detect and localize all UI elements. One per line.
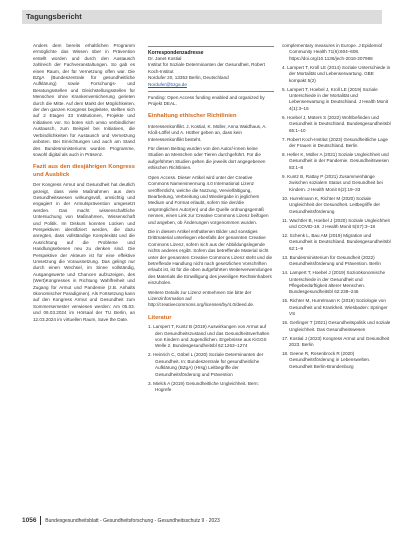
page-footer [22,516,220,525]
rubric-banner: Tagungsbericht [22,10,382,24]
page-number: 1056 [22,517,37,524]
paragraph: Anders dem bereits erhaltlichen Programm ermöglichte das Wissen über in Prävention erstellt worden und durch den Austausch zahlreich der Fachveranstaltungen. So gab es einen Raum, der für Vernetzung offen war. Die BZgA (Bundeszentrale für gesundheitliche Aufklärung) sowie Forschungs- und Beratungsstellen und Gleichstellungsstellen für Menschen ohne Krankenversicherung gerieten durch die Mitte. Auf dem Markt der Möglichkeiten, der den ganzen Kongress begleitete, stellten sich auf 2 Etagen 33 Institutionen, Projekte und Initiativen vor. So boten sich umso verbindlicher Austausch, zum Beispiel bei Initiativen, die Verbindlichkeiten für Austausch und Vernetzung anboten. Bei Einrichtungen und auch am Stand des Bundesministeriums wurden Programme, sowohl digital als auch in Präsenz. [33,43,135,157]
journal-name: Bundesgesundheitsblatt - Gesundheitsforschung - Gesundheitsschutz 9 · 2023 [45,517,220,524]
reference-item: 17. Kostial J (2023) Kongress Armut und Gesundheit 2023. Berlin [282,335,390,347]
ethics-paragraph: Für diesen Beitrag wurden von den Autor/-innen keine Studien an Menschen oder Tieren durchgeführt. Für die aufgeführten Studien gelten die jeweils dort angegebenen ethischen Richtlinien. [148,146,266,171]
funding-note: Funding: Open Access funding enabled and organized by Projekt DEAL. [148,94,265,107]
reference-item: 5. Lampert T, Hoebel J, Kroll LE (2019) Soziale Unterschiede in der Mortalität und Lebenserwartung in Deutschland. J Health Monit 4(1):3–15 [282,86,389,111]
contact-line: Dr. Janet Kostial [148,56,182,61]
ethics-paragraph: Interessenkonflikt. J. Kostial, K. Müller, Anna Waldhaus, A. Kloß-Löffel und A. Hüther geben an, dass kein Interessenkonflikt besteht. [148,123,267,142]
reference-item: 8. Heller K, Müller A (2021) Soziale Ungleichheit und Gesundheit in der Pandemie. Gesundheitswesen 83:1–8 [282,152,389,170]
column-2 [148,43,274,396]
reference-item: 12. Schenk L, Bau AM (2019) Migration und Gesundheit in Deutschland. Bundesgesundheitsbl 62:1–9 [282,232,391,251]
reference-item: 11. Wachtler B, Hoebel J (2020) Soziale Ungleichheit und COVID-19. J Health Monit 5(S7):3–18 [282,217,390,229]
reference-item: complementary measures in Europe. J Epidemiol Community Health 71(6):604–608. https://doi.org/10.1136/jech-2016-207988 [282,43,383,61]
column-3 [282,43,392,373]
ethics-paragraph: Open Access. Dieser Artikel wird unter der Creative Commons Namensnennung 4.0 International Lizenz veröffentlicht, welche die Nutzung, Vervielfältigung, Bearbeitung, Verbreitung und Wiedergabe in jeglichem Medium und Format erlaubt, sofern Sie den/die ursprünglichen Autor(en) und die Quelle ordnungsgemäß nennen, einen Link zur Creative Commons Lizenz beifügen und angeben, ob Änderungen vorgenommen wurden. [148,174,269,225]
divider [148,46,274,47]
contact-line: Nordufer 20, 13353 Berlin, Deutschland [148,75,229,81]
ethics-heading: Einhaltung ethischer Richtlinien [148,113,237,120]
reference-item: 2. Heinrich C, Göbel L (2020) Soziale Determinanten der Gesundheit. In: Bundeszentrale für gesundheitliche Aufklärung (BZgA) (Hrsg) Leitbegriffe der Gesundheitsförderung und Prävention [148,352,264,377]
contact-line: Institut für Soziale Determinanten der Gesundheit, Robert Koch-Institut [148,62,265,74]
contact-email-link[interactable]: Nordufer@bzga.de [148,81,187,87]
reference-item: 14. Lampert T, Hoebel J (2019) Sozioökonomische Unterschiede in der Gesundheit und Pflegebedürftigkeit älterer Menschen. Bundesgesundheitsbl 62:238–246 [282,270,386,295]
reference-item: 7. Robert Koch-Institut (2023) Gesundheitliche Lage der Frauen in Deutschland. Berlin [282,136,388,149]
reference-item: 16. Gerlinger T (2021) Gesundheitspolitik und soziale Ungleichheit. Das Gesundheitswesen [282,320,391,332]
reference-item: 1. Lampert T, Kuntz B (2019) Auswirkungen von Armut auf den Gesundheitszustand und das Gesundheitsverhalten von Kindern und Jugendlichen. Ergebnisse aus KiGGS Welle 2. Bundesgesundheitsbl 62:1263–1274 [148,324,270,349]
section-heading: Fazit aus den diesjährigen Kongress und Ausblick [33,164,135,178]
ethics-paragraph: Die in diesem Artikel enthaltenen Bilder und sonstiges Drittmaterial unterliegen ebenfalls der genannten Creative Commons Lizenz, sofern sich aus der Abbildungslegende nichts anderes ergibt. Sofern das betreffende Material nicht unter der genannten Creative Commons Lizenz steht und die betreffende Handlung nicht nach gesetzlichen Vorschriften erlaubt ist, ist für die oben aufgeführten Weiterverwendungen des Materials die Einwilligung des jeweiligen Rechteinhabers einzuholen. [148,228,273,286]
reference-item: 6. Hoebel J, Müters S (2022) Wohlbefinden und Gesundheit in Deutschland. Bundesgesundheitsbl 65:1–10 [282,114,391,133]
footer-divider [40,516,41,525]
reference-item: 18. Geene R, Rosenbrock R (2020) Gesundheitsförderung in Lebenswelten. Gesundheit Berlin-Brandenburg [282,350,371,369]
ethics-paragraph: Weitere Details zur Lizenz entnehmen Sie bitte der Lizenzinformation auf http://creativecommons.org/licenses/by/4.0/deed.de. [148,289,255,308]
paragraph: Der Kongress Armut und Gesundheit hat deutlich gezeigt, dass viele Maßnahmen aus dem Gesundheitswesen wirkungsvoll, umsichtig und engagiert in der Armutsprävention umgesetzt werden. Das macht wissenschaftliche Untersuchung von Maßnahmen, Wissenschaft und Politik. Im Diskurs konnten Lücken und Perspektiven identifiziert werden, die dazu anregten, dass vollständige Komplexität und die Ausrichtung auf die Probleme und Handlungsebenen neu zu denken sind. Die Perspektive der Akteure ist für eine effektive Umsetzung die Voraussetzung. Das gelingt nur durch einen Wechsel, im Sinne vollständig, Ausgangswerte und Chancen aufzuzeigen, des (Wert)Kongresses in Richtung Wahlfreiheit und Zugang für Armut und Pandemie (z.B. Anhalts ökonomischer Paradigmen). Als Fortsetzung kann auf den Kongress Armut und Gesundheit zum Sommersemester verwiesen werden: Am 05.03. und 06.03.2024 im Hörsaal der TU Berlin, an 12.03.2024 im virtuellen Raum, Save the Date. [33,182,135,322]
reference-item: 4. Lampert T, Kroll LE (2014) Soziale Unterschiede in der Mortalität und Lebenserwartung. GBE kompakt 5(2) [282,64,391,83]
divider [148,91,274,92]
reference-item: 15. Richter M, Hurrelmann K (2019) Soziologie von Gesundheit und Krankheit. Wiesbaden: Springer VS [282,298,388,317]
contact-heading: Korrespondenzadresse [148,49,204,56]
reference-item: 13. Bundesministerium für Gesundheit (2022) Gesundheitsförderung und Prävention. Berlin [282,254,381,267]
reference-item: 10. Hurrelmann K, Richter M (2020) Soziale Ungleichheit der Gesundheit. Leitbegriffe der Gesundheitsförderung [282,195,381,214]
reference-item: 3. Mielck A (2019) Gesundheitliche Ungleichheit. Bern: Hogrefe [148,380,259,393]
column-1 [33,43,135,326]
reference-item: 9. Kuntz B, Rattay P (2021) Zusammenhänge zwischen sozialem Status und Gesundheit bei Kindern. J Health Monit 6(2):19–33 [282,173,383,192]
literature-heading: Literatur [148,314,172,321]
